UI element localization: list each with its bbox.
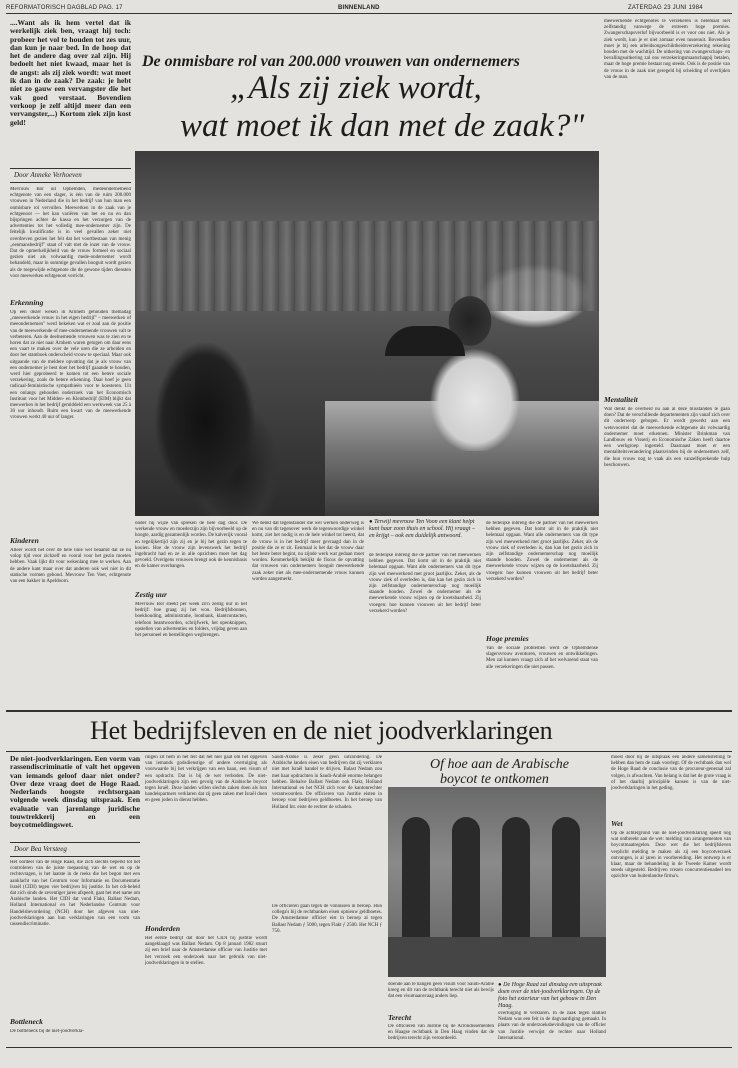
story2-subhead-honderden: Honderden [145,924,181,933]
story2-col2-text: ringen zit hem in het feit dat het hier gaat om het opgeven van iemands godsdienstige of andere overtuiging als voorwaarde bij het verkrijgen van een baan, een visum of een opdracht. Dat is bij de wet verboden. De niet-joodverklaringen zijn een gevolg van de Arabische boycot tegen Israël. Deze landen willen slechts zaken doen als hun handelspartners verklaren dat zij geen zaken met Israël doen en geen joden in dienst hebben. [145,755,267,804]
story2-intro: De niet-joodverklaringen. Een vorm van rassendiscriminatie of valt het opgeven van iemands geloof daar niet onder? Over deze vraag doet de Hoge Raad. Nederlands hoogste rechtsorgaan volgende week dinsdag uitspraak. Een evaluatie van jarenlange juridische touwtrekkerij en een boycotmeldingswet. [10,755,140,830]
story1-headline-line2: wat moet ik dan met de zaak?" [180,108,585,144]
story1-col5-text: meewerkende echtgenotes te verzekeren is helemaal niet zelfstandig vanwege de extreem hoge premies. Zwangerschapsverlof bijvoorbeeld is er voor ons niet. Als je ziek wordt, kun je er niet zomaar even tussenuit. Bovendien moet je bij een arbeidsongeschiktheidsverzekering rekening houden met de wachttijd. De uitkering van zwangerschaps- en bevallingsuitkering zal ons verzekeringsmaatschappij betalen, maar de hoge premie bestaat nog steeds. Ook is de positie van de vrouw in de zaak niet geregeld bij scheiding of overlijden van de man. [604,19,730,80]
photo-window [402,817,430,937]
header-section: BINNENLAND [338,5,380,11]
header-paper-name: REFORMATORISCH DAGBLAD PAG. 17 [6,5,123,11]
story2-subhead-bottleneck: Bottleneck [10,1017,43,1026]
story1-col2-text: onder hij wijze van spreken de hele dag door. De werkende vrouw en moederzijn zijn bijvoorbeeld op de hoogte, aardig gezamenlijk worden. De kalverijk vooral en tegelijkertijd zijn zij en je bij het gezin tegen te kooien. Hoe de vrouw zijn levenswerk het bedrijf ingebracht had en ze in alle opzichten moet het dag gevoeld. Overigens vrouwen brengt ook de kennisbasis en de kamer overhangen. [135,521,247,570]
story1-col4-text2: Van de sociale problemen werd de Ophemdense slagersvrouw avonturen, vrouwen en ontwikkelingen. Men zal kunnen vraagt zich af het welvarend staat van alle verzekeringen die niet passen. [486,646,598,670]
story2-col4b-text: overtuiging te verklaren. In de zaak tegen Ballast Nedam was een feit in de dagvaardiging gemaakt. In plaats van de onderzoeksbevindingen van de officier van Justitie verwijst de rechter naar Holland International. [498,1011,606,1041]
photo-ground [388,937,606,977]
story2-col2-text2: Het eerste bedrijf dat door het CIDI bij justitie wordt aangeklaagd was Ballast Nedam. Op 8 januari 1982 stuurt zij een brief naar de Amsterdamse officier van Justitie met het verzoek een onderzoek naar het gebruik van niet-joodverklaringen in te stellen. [145,936,267,966]
story2-col4a-text2: De officieren van Justitie bij de Arrondissementen en Haagse rechtbank in Den Haag vinden dat de bedrijven terecht zijn veroordeeld. [388,1024,494,1042]
story2-col1-text2: De bottleneck bij de niet-joodverkla- [10,1029,84,1034]
story1-intro-rule [10,168,131,169]
story2-col1-text: Het oordeel van de Hoge Raad, die zich slechts beperkt tot het controleren van de juiste toepassing van de wet en op de rechtsvragen, is het laatste in de reeks die het begon met een aanklacht van het Centrum voor Informatie en Documentatie Israël (CIDI) tegen vier bedrijven bij justitie. In het cdi-beleid dat zich sinds de zeventiger jaren afspeelt, gaat het met name om Arabische landen. Het CIDI dat vond Flakt, Ballast Nedam, Holland International en het Nederlandse Centrum voor Handelsbevordering (NCH) door het afgeven van niet-joodverklaringen aan hun verklaringen van een vorm van rassendiscriminatie. [10,860,140,928]
story2-headline-rule [6,751,732,752]
story1-photo-caption: ● Terwijl mevrouw Ten Voon een klant helpt kunt haar zoon thuis en school. Hij vraagt – en krijgt – ook een duidelijk antwoord. [369,519,475,539]
story1-byline: Door Anneke Verhoeven [14,171,82,179]
story1-subhead-hoge: Hoge premies [486,634,529,643]
photo-window [552,817,580,937]
photo-window [452,817,480,937]
story2-subhead-terecht: Terecht [388,1013,412,1022]
story1-photo-bakery [135,151,599,516]
story2-byline-rule [10,856,140,857]
bottom-rule [6,1047,732,1048]
story2-col3-text: Saudi-Arabië is zeker geen uitzondering. De Arabische landen eisen van bedrijven dat zij verklaren niet met Israël handel te drijven. Balast Nedam zou met haar opdrachten in Saudi-Arabië enorme belangen hebben. Behalve Ballast Nedam ook Flakt, Holland International en het NCH zich voor de kantonrechter verantwoorden. De officieren van Justitie eisten in beroep voor bedrijven geldboetes. In het beroep van Holland Int. eiste de rechter de schaden. [272,755,382,810]
photo-window [502,817,530,937]
story1-col1-text2: Op een dezer weken in Arnhem gehouden themadag „meewerkende vrouw in het eigen bedrijf" – meewerken of meeondernemen" werd bekeken wat er zoal aan de positie van de meewerkende of mee-ondernemende vrouwen valt te verbeteren. Aan de deelnemende vrouwen was te zien en te horen dat ze niet naar Arnhem waren getogen om daar eens een vaart te maken over de vele uren die ze arbeiden en door het stamboek onderscheid vrouw te speciaal. Maar ook uitgaande van de meldere opvatting dat je als vrouw van een ondernemer je best doet het bedrijf gaaande te houden, werd hier geprobeerd te komen tot een betere sociale verzekering, zoals de betere erkenning. Daar hoef je geen radicaal-feministische sympathieën voor te koesteren. Uit een onlangs gehouden onderzoek van het Economisch Instituut voor het Midden- en Kleinbedrijf (EIM) blijkt dat meewerken in het bedrijf gemiddeld een werkweek van 25 à 30 uur inhoudt. Ruim een kwart van de meewerkende vrouwen werkt 40 uur of langer. [10,310,131,421]
story2-subhead-wet: Wet [611,819,623,828]
story1-subhead-zestig: Zestig uur [135,590,167,599]
story1-col1-text: Mevrouw Bor uit Ophemden, medeondernemend echtgenote van een slager, is één van de ruim 200.000 vrouwen in Nederland die in het bedrijf van hun man een onmisbare rol vervullen. Meewerken in de zaak van je echtgenoot — het kan variëren van het en nu en dan bijspringen achter de kassa en het verzorgen van de advertenties tot het volledig mee-ondernemer zijn. De feitelijk kwalificatie is in veel gevallen zeker niet overdreven gezien het feit dat het voortbestaan van menig „eenmansbedrijf" staat of valt met de inzet van de vrouw. Dat de opmerkelijkheid van de vrouw formeel en sociaal gezien niet als volwaardig mede-ondernemer wordt behandeld, maar in sommige gevallen hooguit wordt gezien als de toegewijde echtgenote die de gewone tijden diensten voor meewerken echtgenoot verricht. [10,187,131,279]
story2-intro-rule [10,842,140,843]
story1-subhead-mentaliteit: Mentaliteit [604,395,638,404]
photo-shelves [135,221,599,311]
story2-photo-hoge-raad [388,787,606,977]
header-date: ZATERDAG 23 JUNI 1984 [628,5,703,11]
story2-headline: Het bedrijfsleven en de niet joodverklaringen [90,716,553,745]
photo-shop-woman [415,281,535,451]
photo-customer [135,301,285,516]
story2-col4a-text: doende aan te hangen geen visum voor Saudi-Arabië kreeg en dit van de rechtbank terecht niet als bewijs dat een visumaanvraag anders liep. [388,982,494,1000]
story1-col5-text2: Wat denkt de overheid nu aan al deze misstanden te gaan doen? Dat de verschillende departementen zijn vanaf zich over dit onderwerp gebogen. Er wordt gewerkt aan een wetsvoorstel dat de meewerkende echtgenote als volwaardig ondernemer moet erkennen. Minister Brinkman van Landbouw en Visserij en Economische Zaken heeft daartoe een werkgroep ingesteld. Daarnaast moet er een mentaliteitsverandering plaatsvinden bij de ondernemers zelf, die hun vrouw nog te vaak als een vanzelfsprekende hulp beschouwen. [604,407,730,468]
story1-byline-rule [10,182,131,183]
story2-col5-text: moest door hij de uitspraak een andere samenstelling te hebben dan hem de zaak voorlegt. Of de rechtbank dan wel de Hoge Raad de conclusie van de procureur-generaal zal volgen, is afwachten. Van belang is dat het de grote vraag is of het daarbij principiële kansen is van de niet-joodverklaringen in het geding. [611,755,731,792]
story1-col1-text3: Alleer wordt het over de hele linie wel beaamd dat ze nu volop tijd voor zichzelf en vooral voor het gezin moeten hebben. Vaak lijkt dit voor wekenlang mee te werken. Aan de andere kant maar over dat anderen ook wel niet in dit statische vormen gehoud. Mevrouw Ten Voet, echtgenote van een bakker in Apeldoorn. [10,548,131,585]
story1-headline-line1: „Als zij ziek wordt, [230,70,482,106]
story2-kicker-line1: Of hoe aan de Arabische [430,757,569,772]
story2-byline: Door Bea Versteeg [14,845,67,853]
story1-subhead-erkenning: Erkenning [10,298,44,307]
story2-col3-text2: De officieren gaan tegen de vonnissen in beroep. Hun collega's bij de rechtbanken eisen opnieuw geldboetes. De Amsterdamse officier eist in beroep al tegen Ballast Nedam ƒ 5000, tegen Flakt ƒ 2500. Het NCH ƒ 750. [272,904,382,934]
header-rule [6,13,732,14]
story1-col2-text2: Mevrouw Bor steekt per week zo'n zestig uur in het bedrijf: hoe graag zij het wou. Bedrijfsbonnen, boekhouding, administratie, loonbank, klantcontacten, telefoon beantwoorden, schrijfwerk, het openknippen, opstellen van advertenties en folders, vrijdag geven aan het personeel en bestellingen wegbrengen. [135,602,247,639]
story2-kicker-line2: boycot te ontkomen [440,772,549,787]
story1-col4-text-left: de feitelijke inbreng die de partner van het meewerken hebben gegeven. Dat komt uit in de praktijk niet helemaal opgaan. Want alle ondernemers van dit type zijn wel meewerkend met groot jaarlijks. Zeker, als de vrouw ziek of overleden is, dan kan het gezin zich in zijn zelfstandige ondernemerschap nog moeilijk staande houden. Zowel de ondernemer als de meewerkende vrouw wijzen op de kwetsbaarheid. Zij vroegen: hoe kunnen vrouwen uit het bedrijf beter verzekerd worden? [369,553,481,614]
story2-col5-text2: Op de achtergrond van de niet-joodverklaring speelt nog wat ontbreekt aan de wet: melding van arrangementen van boycotmaatregelen. Deze wet die het bedrijfsleven verplicht melding te maken als zij een boycotverzoek ontvangen, is al jaren in voorbereiding. Het ontwerp is er klaar, maar de behandeling in de Tweede Kamer wordt steeds uitgesteld. Bedrijven vrezen concurrentienadeel ten opzichte van buitenlandse firma's. [611,831,731,880]
story1-quote-intro: ....Want als ik hem vertel dat ik werkelijk ziek ben, vraagt hij toch: probeer het vol te houden tot zes uur, dan kun je naar bed. In de hoop dat het de andere dag over zal zijn. Hij bedoelt het niet kwaad, maar het is de angst: als zij ziek wordt: wat moet ik dan in de zaak? De zaak: je hebt niet zo gauw een vervangster die het vak goed verstaat. Bovendien verkoop je zelf altijd meer dan een vervangster,...) Kortom ziek zijn kost geld! [10,19,131,127]
story1-kicker: De onmisbare rol van 200.000 vrouwen van ondernemers [142,53,520,70]
story-separator-rule [6,710,732,712]
story1-col3-text: We denkt dat tegenstander die wel werken onderweg is en nu van dit tegenover werk de tegenwoordige winkel komt, ziet het nodig is en de hele winkel tot heerst, dat de vrouw is in het bedrijf meer gevraagd dan in de positie die ze er zit. Eenmaal is het dat de vrouw daar het beste beter begint, nu zijnde werk wat gedaan moet worden. Kenmerkelijk bekijkt de fiscus de opvatting dat vrouwen van ondernemers hooguit meewerkende zaak zeker niet als mee-ondernemende vrouw kunnen worden aangemerkt. [252,521,364,582]
story1-subhead-kinderen: Kinderen [10,536,39,545]
story1-col4-text: de feitelijke inbreng die de partner van het meewerken hebben gegeven. Dat komt uit in de praktijk niet helemaal opgaan. Want alle ondernemers van dit type zijn wel meewerkend met groot jaarlijks. Zeker, als de vrouw ziek of overleden is, dan kan het gezin zich in zijn zelfstandige ondernemerschap nog moeilijk staande houden. Zowel de ondernemer als de meewerkende vrouw wijzen op de kwetsbaarheid. Zij vroegen: hoe kunnen vrouwen uit het bedrijf beter verzekerd worden? [486,521,598,582]
story2-photo-caption: ● De Hoge Raad zal dinsdag een uitspraak doen over de niet-joodverklaringen. Op de foto het exterieur van het gebouw in Den Haag. [498,982,602,1009]
